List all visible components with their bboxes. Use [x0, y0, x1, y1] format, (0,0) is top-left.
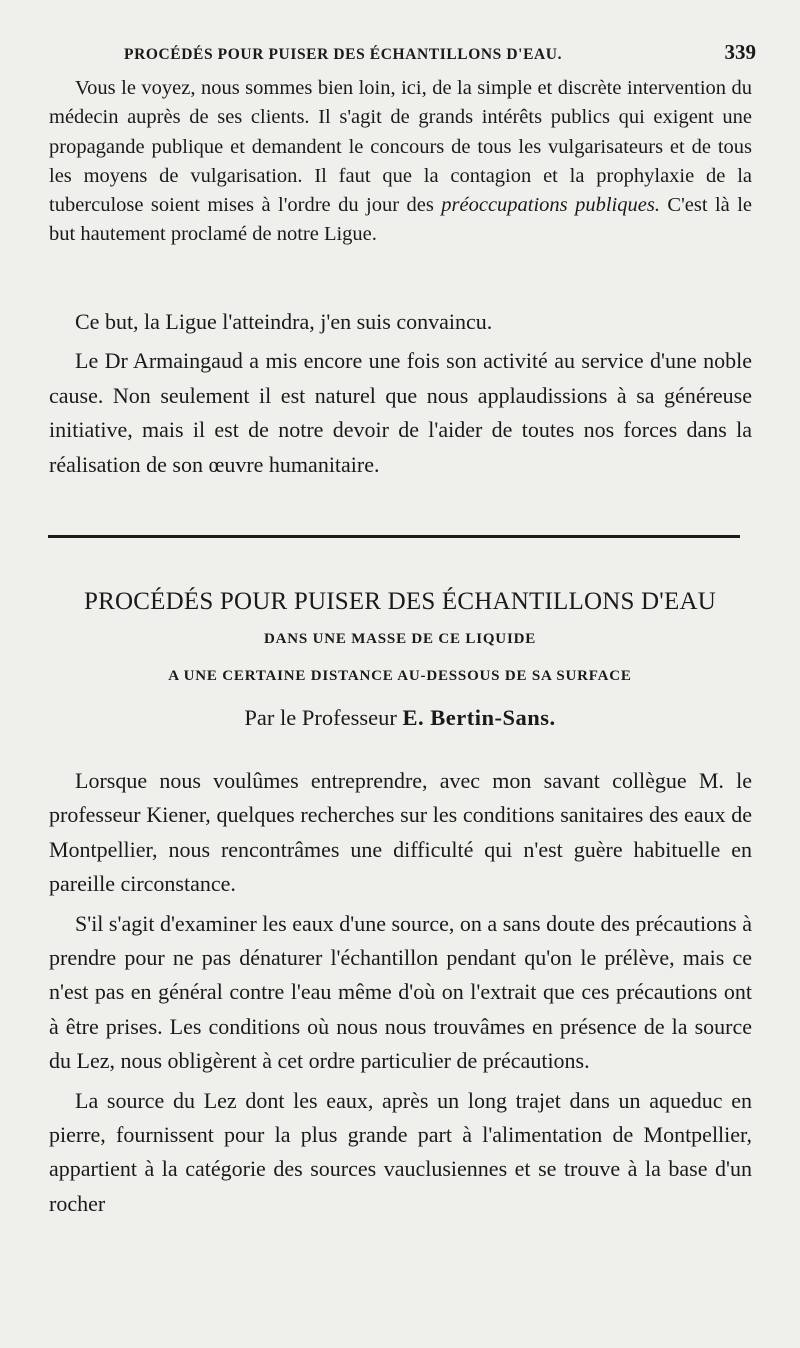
running-head	[124, 40, 756, 66]
byline-prefix: Par le Professeur	[244, 705, 403, 730]
closing-paragraph: Le Dr Armaingaud a mis encore une fois son activité au service d'une noble cause. Non seulement il est naturel que nous applaudissions à sa généreuse initiative, mais il est de notre devoir de l'aider de toutes nos forces dans la réalisation de son œuvre humanitaire.	[49, 348, 752, 477]
intro-paragraph	[49, 74, 752, 250]
article-paragraph: Lorsque nous voulûmes entreprendre, avec mon savant collègue M. le professeur Kiener, quelques recherches sur les conditions sanitaires des eaux de Montpellier, nous rencontrâmes une difficulté qui n'est guère habituelle en pareille circonstance.	[49, 768, 752, 897]
article-paragraph: S'il s'agit d'examiner les eaux d'une source, on a sans doute des précautions à prendre pour ne pas dénaturer l'échantillon pendant qu'on le prélève, mais ce n'est pas en général contre l'eau même d'où on l'extrait que ces précautions ont à être prises. Les conditions où nous nous trouvâmes en présence de la source du Lez, nous obligèrent à cet ordre particulier de précautions.	[49, 910, 752, 1074]
intro-italic-phrase: préoccupations publiques.	[441, 194, 660, 217]
article-byline	[40, 705, 760, 731]
article-title: PROCÉDÉS POUR PUISER DES ÉCHANTILLONS D'EAU	[84, 588, 716, 615]
intro-text-before: Vous le voyez, nous sommes bien loin, ici, de la simple et discrète intervention du médecin auprès de ses clients. Il s'agit de grands intérêts publics qui exigent une propagande publique et demandent le concours de tous les vulgarisateurs et de tous les moyens de vulgarisation. Il faut que la contagion et la prophylaxie de la tuberculose soient mises à l'ordre du jour des	[49, 77, 752, 217]
intro-block	[49, 74, 752, 250]
article-subtitle-line2: A UNE CERTAINE DISTANCE AU-DESSOUS DE SA SURFACE	[168, 668, 632, 684]
closing-paragraph: Ce but, la Ligue l'atteindra, j'en suis convaincu.	[75, 309, 493, 334]
closing-block	[49, 305, 752, 482]
article-body	[49, 764, 752, 1221]
article-subtitle-line1: DANS UNE MASSE DE CE LIQUIDE	[263, 631, 537, 647]
intro-text-after: C'est là le but hautement proclamé de notre Ligue.	[49, 194, 752, 246]
byline-author: E. Bertin-Sans.	[402, 705, 556, 730]
article-paragraph: La source du Lez dont les eaux, après un long trajet dans un aqueduc en pierre, fournissent pour la plus grande part à l'alimentation de Montpellier, appartient à la catégorie des sources vauclusiennes et se trouve à la base d'un rocher	[49, 1087, 752, 1216]
running-title: PROCÉDÉS POUR PUISER DES ÉCHANTILLONS D'EAU.	[124, 46, 563, 63]
section-divider	[48, 535, 740, 538]
page-number: 339	[724, 40, 756, 64]
